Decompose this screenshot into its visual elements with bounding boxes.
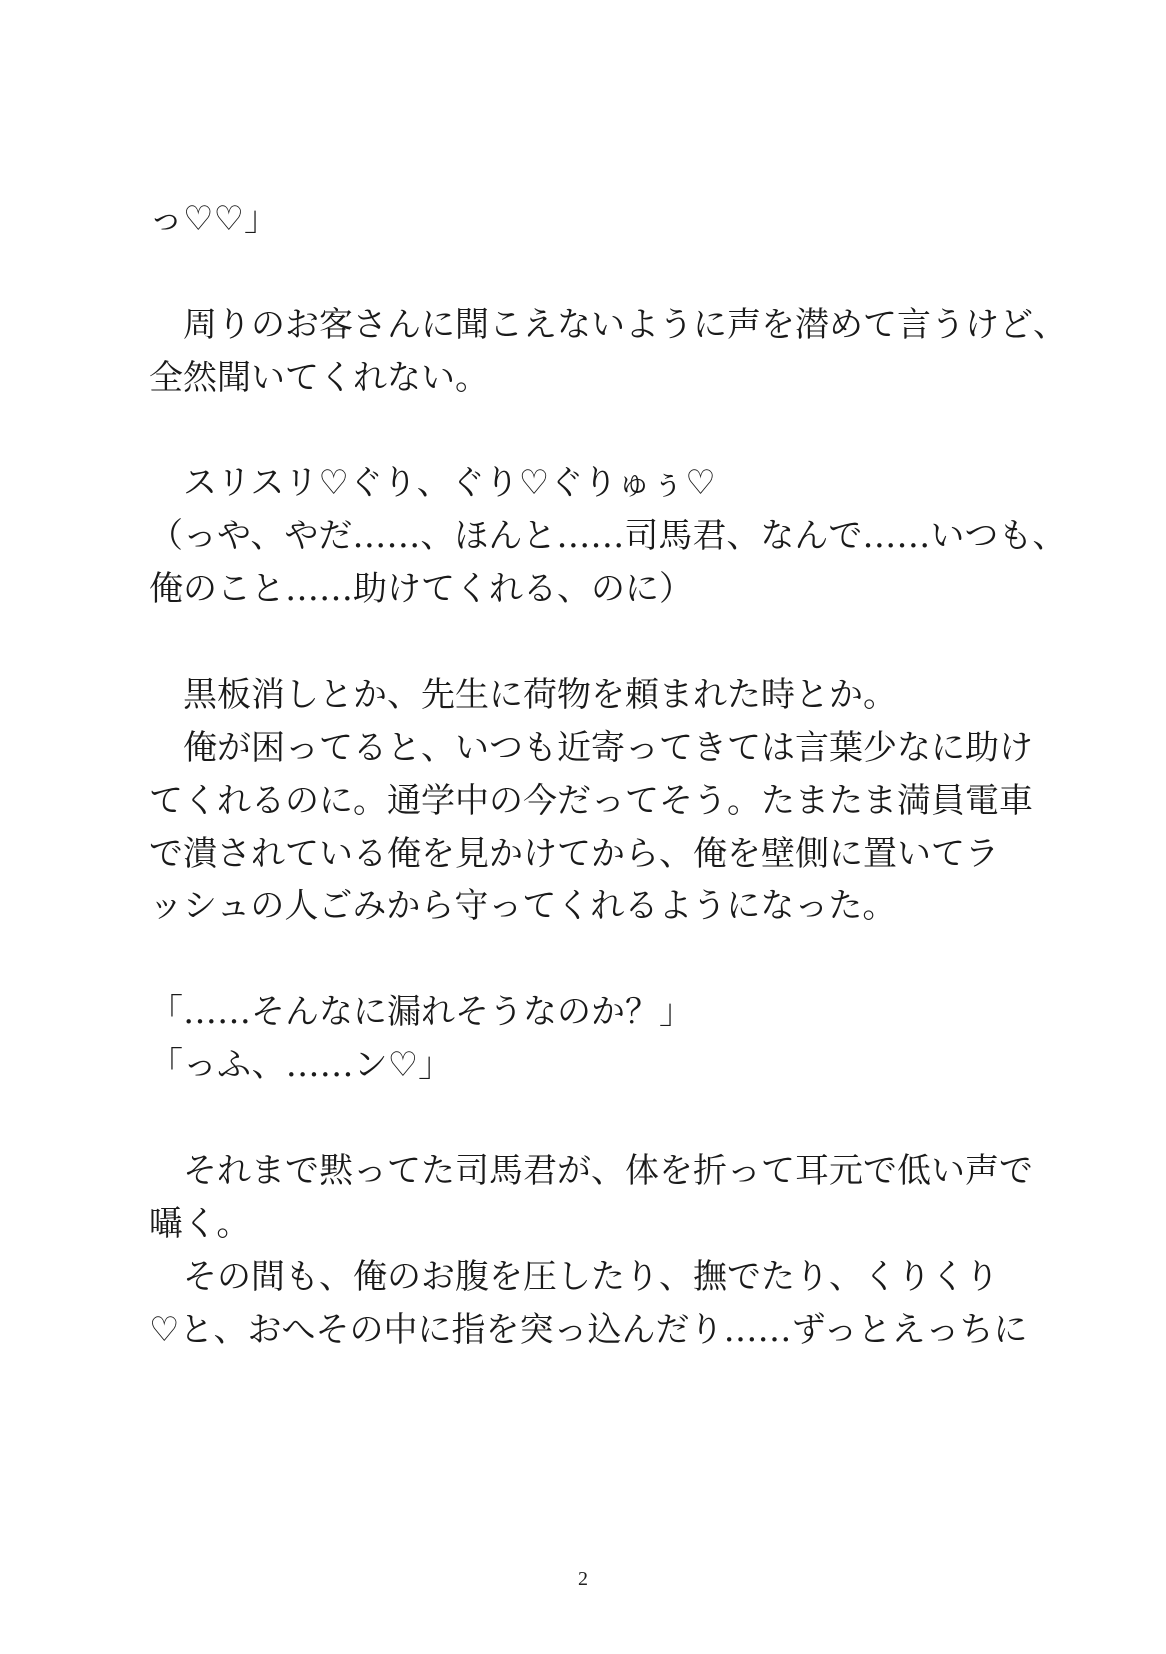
text-line: 囁く。 [149,1204,251,1244]
text-line: 黒板消しとか、先生に荷物を頼まれた時とか。 [149,675,897,715]
text-line: で潰されている俺を見かけてから、俺を壁側に置いてラ [149,834,999,874]
text-line: 「……そんなに漏れそうなのか？」 [149,992,693,1032]
text-line: 周りのお客さんに聞こえないように声を潜めて言うけど、 [149,305,1067,345]
text-line: ♡と、おへその中に指を突っ込んだり……ずっとえっちに [149,1310,1028,1350]
text-line: それまで黙ってた司馬君が、体を折って耳元で低い声で [149,1151,1033,1191]
text-line: てくれるのに。通学中の今だってそう。たまたま満員電車 [149,781,1033,821]
text-line: ッシュの人ごみから守ってくれるようになった。 [149,886,897,926]
text-line: 全然聞いてくれない。 [149,358,489,398]
text-line: 俺が困ってると、いつも近寄ってきては言葉少なに助け [149,728,1033,768]
text-line: 「っふ、……ン♡」 [149,1045,453,1085]
text-line: スリスリ♡ぐり、ぐり♡ぐりゅぅ♡ [149,463,716,503]
text-line: っ♡♡」 [149,199,278,239]
page-number: 2 [578,1568,588,1590]
text-line: 俺のこと……助けてくれる、のに） [149,569,693,609]
text-line: （っや、やだ……、ほんと……司馬君、なんで……いつも、 [149,516,1067,556]
text-line: その間も、俺のお腹を圧したり、撫でたり、くりくり [149,1257,999,1297]
